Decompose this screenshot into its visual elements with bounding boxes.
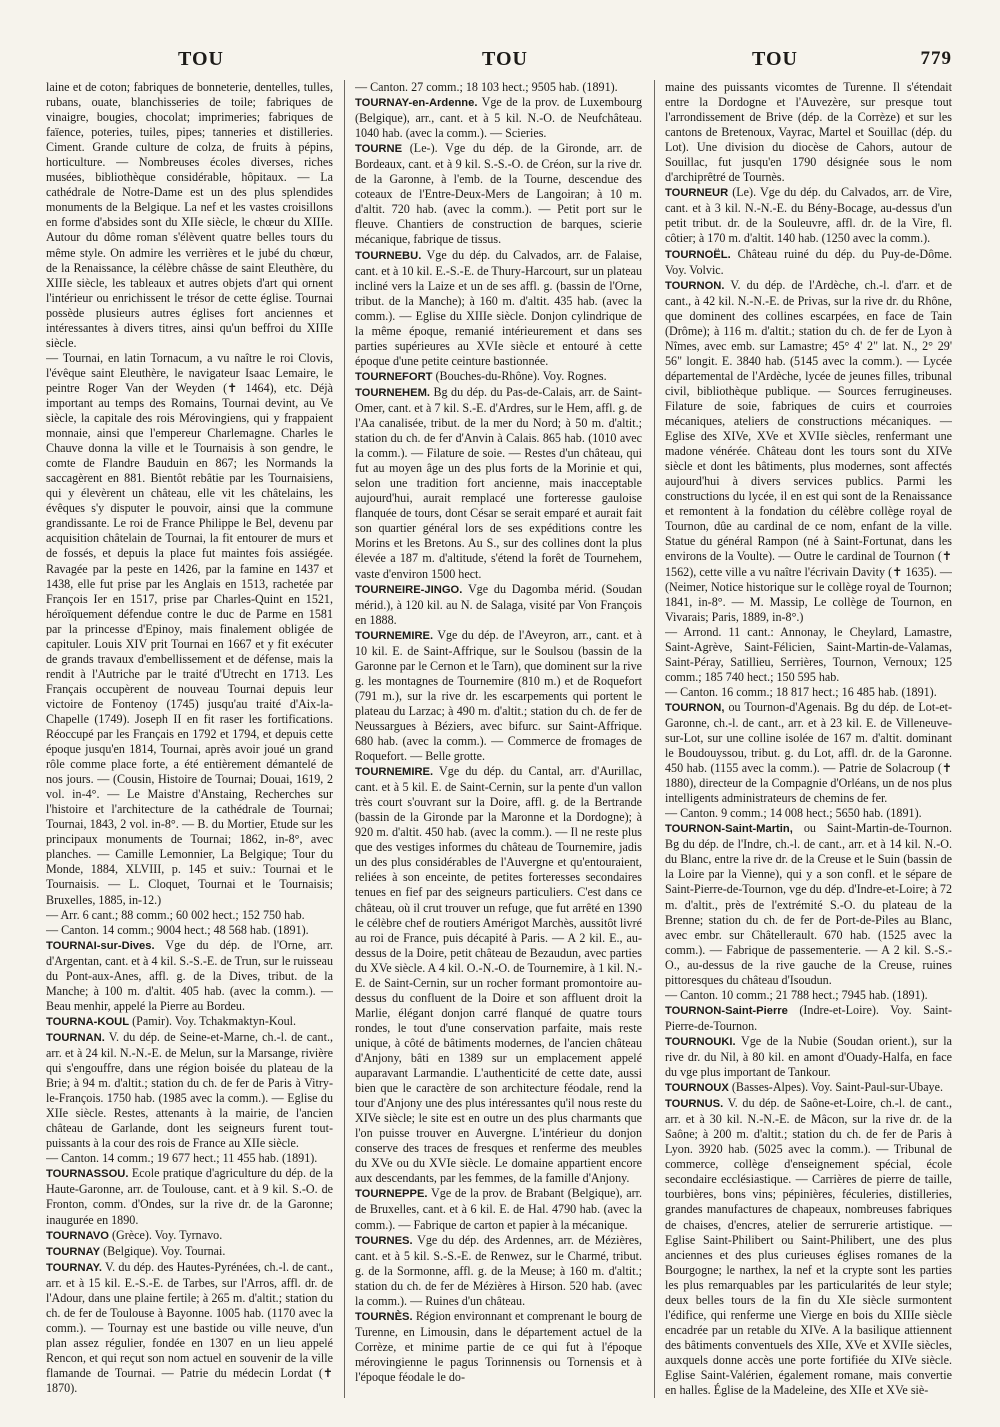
entry-text: laine et de coton; fabriques de bonneterie, dentelles, tulles, rubans, ouate, blanchisseries de toile; fabriques de vinaigre, bougies, chocolat; imprimeries; fabriques de faïence, poteries, tuiles, pipes; tanneries et distilleries. Ciment. Grande culture de colza, de fruits à pépins, horticulture. — Nombreuses écoles diverses, riches musées, bibliothèque considérable, hôpitaux. — La cathédrale de Notre-Dame est un des plus splendides monuments de la Belgique. La nef et les vastes croisillons en forme d'absides sont du XIIe siècle, le chœur du XIIIe. Autour du dôme roman s'élèvent quatre belles tours du même style. On admire les verrières et le jubé du chœur, de la Renaissance, la célèbre châsse de saint Eleuthère, du XIIIe siècle, les tableaux et autres objets d'art qui ornent l'intérieur ou enrichissent le trésor de cette église. Tournai possède plusieurs autres églises fort anciennes et intéressantes à divers titres, ainsi qu'un beffroi du XIIIe siècle. [46,80,333,350]
column-1 [46,80,333,1398]
entry-text: Vge du dép. du Cantal, arr. d'Aurillac, cant. et à 5 kil. E. de Saint-Cernin, sur la pente d'un vallon très court s'ouvrant sur la Doire, affl. g. de la Bertrande (bassin de la Gironde par la Maronne et la Dordogne); à 920 m. d'altit. 450 hab. (avec la comm.). — Il ne reste plus que des vestiges informes du château de Tournemire, jadis un des plus considérables de l'Auvergne et qu'entouraient, reliées à son enceinte, de petites forteresses secondaires tenues en fief par des seigneurs particuliers. C'est dans ce château, où il crut trouver un refuge, que fut arrêté en 1390 le célèbre chef de routiers Amérigot Marchès, aussitôt livré au roi de France, puis décapité à Paris. — A 2 kil. E., au-dessus de la Doire, petit château de Bezaudun, avec parties du XVe siècle. A 4 kil. O.-N.-O. de Tournemire, à 1 kil. N.-E. de Saint-Cernin, sur un rocher formant promontoire au-dessus du confluent de la Doire et son affluent droit la Marlie, élégant donjon carré flanqué de quatre tours rondes, le tout d'une conservation parfaite, mais reste unique, à côté de bâtiments modernes, de l'ancien château d'Anjony, bâti en 1389 sur un emplacement appelé auparavant Larmandie. L'authenticité de cette date, aussi bien que le caractère de son architecture féodale, rend la tour d'Anjony une des plus intéressantes qu'il nous reste du XIVe siècle; le site est en outre un des plus charmants que l'on puisse trouver en Auvergne. L'intérieur du donjon conserve des traces de fresques et renferme des meubles du XVe ou du XVIe siècle. Le domaine appartient encore aux descendants, par les femmes, de la famille d'Anjony. [355,764,642,1186]
dictionary-entry [355,141,642,247]
entry-text: Vge de la Nubie (Soudan orient.), sur la rive dr. du Nil, à 80 kil. en amont d'Ouady-Halfa, en face du vge plus important de Tankour. [665,1033,952,1080]
dictionary-entry [665,806,952,821]
entry-text: maine des puissants vicomtes de Turenne. Il s'étendait entre la Dordogne et l'Auvezère, sur presque tout l'arrondissement de Brive (dép. de la Corrèze) et sur les cantons de Bretenoux, Vayrac, Martel et Souillac (dép. du Lot). Une division du diocèse de Cahors, autour de Souillac, fut jusqu'en 1790 désignée sous le nom d'archiprêtré de Tournès. [665,80,952,185]
dictionary-entry [355,248,642,369]
dictionary-entry [46,1014,333,1030]
entry-text: (Basses-Alpes). Voy. Saint-Paul-sur-Ubaye. [728,1080,943,1095]
dictionary-entry [46,1260,333,1396]
dictionary-entry [665,1096,952,1398]
dictionary-entry [46,1151,333,1166]
dictionary-entry [665,1080,952,1096]
entry-text: — Canton. 14 comm.; 9004 hect.; 48 568 hab. (1891). [46,922,309,937]
dictionary-entry [46,908,333,923]
dictionary-entry [665,625,952,685]
entry-text: Vge du dép. de l'Aveyron, arr., cant. et à 10 kil. E. de Saint-Affrique, sur le Soulsou (bassin de la Garonne par le Cernon et le Tarn), que dominent sur la rive g. les montagnes de Tournemire (810 m.) et de Roquefort (791 m.), sur la rive dr. les escarpements qui portent le plateau du Larzac; à 490 m. d'altit.; station du ch. de fer de Neussargues à Béziers, avec bifurc. sur Saint-Affrique. 680 hab. (avec la comm.). — Commerce de fromages de Roquefort. — Belle grotte. [355,627,642,764]
dictionary-entry [665,278,952,625]
dictionary-entry [355,1233,642,1309]
entry-headword: TOURNON, [665,701,725,714]
entry-text: ou Saint-Martin-de-Tournon. Bg du dép. de l'Indre, ch.-l. de cant., arr. et à 14 kil. N.-O. du Blanc, entre la rive dr. de la Creuse et le Suin (bassin de la Loire par la Vienne), qui y a son confl. et le sépare de Saint-Pierre-de-Tournon, vge du dép. d'Indre-et-Loire; à 72 m. d'altit., près de l'extrémité S.-O. du plateau de la Brenne; station du ch. de fer de Port-de-Piles au Blanc, avec embr. sur Châtellerault. 670 hab. (1525 avec la comm.). — Fabrique de passementerie. — A 2 kil. S.-S.-O., au-dessus de la rive gauche de la Creuse, ruines pittoresques du château d'Isoudun. [665,821,952,987]
entry-headword: TOURNOËL. [665,248,731,261]
entry-text: V. du dép. de l'Ardèche, ch.-l. d'arr. et de cant., à 42 kil. N.-N.-E. de Privas, sur la rive dr. du Rhône, que dominent des collines escarpées, en face de Tain (Drôme); à 116 m. d'altit.; station du ch. de fer de Lyon à Nîmes, avec emb. sur Lamastre; 45° 4' 2" lat. N., 2° 29' 56" longit. E. 3840 hab. (5145 avec la comm.). — Lycée départemental de l'Ardèche, lycée de jeunes filles, tribunal civil, bibliothèque publique. — Sources ferrugineuses. Filature de soie, fabriques de cuirs et courroies mécaniques, ateliers de constructions mécaniques. — Eglise des XIVe, XVe et XVIIe siècles, renfermant une madone vénérée. Château dont les tours sont du XIVe siècle et dont les bâtiments, plus modernes, sont affectés aujourd'hui à divers services publics. Parmi les constructions du lycée, il en est qui sont de la Renaissance et remontent à la fondation du célèbre collège royal de Tournon, dûe au cardinal de ce nom, enfant de la ville. Statue du général Rampon (né à Saint-Fortunat, dans les environs de la Voulte). — Outre le cardinal de Tournon (✝ 1562), cette ville a vu naître l'écrivain Davity (✝ 1635). — (Neimer, Notice historique sur le collège royal de Tournon; 1841, in-8°. — M. Massip, Le collège de Tournon, en Vivarais; Paris, 1889, in-8°.) [665,277,952,624]
dictionary-entry [355,628,642,764]
dictionary-entry [665,700,952,806]
dictionary-entry [355,80,642,95]
dictionary-entry [355,1309,642,1385]
entry-text: — Tournai, en latin Tornacum, a vu naître le roi Clovis, l'évêque saint Eleuthère, le navigateur Isaac Lemaire, le peintre Roger Van der Weyden (✝ 1464), etc. Déjà important au temps des Romains, Tournai devint, au Ve siècle, la capitale des rois Mérovingiens, qui y frappaient monnaie, ainsi que l'empereur Charlemagne. Charles le Chauve donna la ville et le Tournaisis à son gendre, le comte de Flandre Bauduin en 867; les Normands la saccagèrent en 881. Bientôt rebâtie par les Tournaisiens, qui y élevèrent un château, elle vit les châtelains, les évêques s'y disputer le pouvoir, ainsi que la commune grandissante. Le roi de France Philippe le Bel, devenu par acquisition châtelain de Tournai, la fit entourer de murs et de fossés, et depuis la place fut maintes fois assiégée. Ravagée par la peste en 1426, par la famine en 1437 et 1438, elle fut prise par les Anglais en 1513, rachetée par François Ier en 1517, prise par Charles-Quint en 1521, héroïquement défendue contre le duc de Parme en 1581 par la princesse d'Epinoy, mais finalement obligée de capituler. Louis XIV prit Tournai en 1667 et y fit exécuter de grands travaux d'embellissement et de défense, mais la rendit à l'Autriche par le traité d'Utrecht en 1713. Les Français occupèrent de nouveau Tournai depuis leur victoire de Fontenoy (1745) jusqu'au traité d'Aix-la-Chapelle (1749). Joseph II en fit raser les fortifications. Réoccupé par les Français en 1792 et 1794, et depuis cette époque jusqu'en 1814, Tournai, après avoir joué un grand rôle comme place forte, a été entièrement démantelé de nos jours. — (Cousin, Histoire de Tournai; Douai, 1619, 2 vol. in-4°. — Le Maistre d'Anstaing, Recherches sur l'histoire et l'architecture de la cathédrale de Tournai; Tournai, 1843, 2 vol. in-8°. — B. du Mortier, Etude sur les principaux monuments de Tournai; 1862, in-8°, avec planches. — Camille Lemonnier, La Belgique; Tour du Monde, 1884, XLVIII, p. 145 et suiv.: Tournai et le Tournaisis. — L. Cloquet, Tournai et le Tournaisis; Bruxelles, 1885, in-12.) [46,350,333,907]
entry-text: — Canton. 14 comm.; 19 677 hect.; 11 455 hab. (1891). [46,1151,318,1166]
dictionary-entry [665,821,952,988]
dictionary-entry [46,1228,333,1244]
dictionary-entry [665,685,952,700]
entry-headword: TOURNAI-sur-Dives. [46,939,155,952]
entry-text: Vge de la prov. de Luxembourg (Belgique), arr., cant. et à 5 kil. N.-O. de Neufchâteau. 1040 hab. (avec la comm.). — Scieries. [355,95,642,141]
entry-headword: TOURNEMIRE. [355,766,434,779]
entry-headword: TOURNES. [355,1234,413,1247]
entry-text: — Canton. 27 comm.; 18 103 hect.; 9505 hab. (1891). [355,80,618,94]
dictionary-entry [665,80,952,185]
entry-headword: TOURNON. [665,279,725,292]
entry-text: Région environnant et comprenant le bourg de Turenne, en Limousin, dans le département actuel de la Corrèze, et minime partie de ce qui fut à l'époque mérovingienne le pagus Torinnensis ou Tornensis et à l'époque féodale le do- [355,1308,642,1384]
entry-text: Château ruiné du dép. du Puy-de-Dôme. Voy. Volvic. [665,246,952,277]
running-header [46,48,952,74]
entry-headword: TOURNEMIRE. [355,629,434,642]
header-left-guide-word: TOU [178,48,224,70]
entry-headword: TOURNEBU. [355,249,422,262]
entry-text: (Grèce). Voy. Tyrnavo. [108,1227,223,1242]
dictionary-entry [46,80,333,351]
entry-text: Vge du dép. des Ardennes, arr. de Mézières, cant. et à 5 kil. S.-S.-E. de Renwez, sur le Charmé, tribut. g. de la Sormonne, affl. g. de la Meuse; à 160 m. d'altit.; station du ch. de fer de Mézières à Hirson. 520 hab. (avec la comm.). — Ruines d'un château. [355,1232,642,1308]
entry-headword: TOURNEUR [665,187,729,200]
page-number: 779 [920,48,952,69]
entry-text: ou Tournon-d'Agenais. Bg du dép. de Lot-et-Garonne, ch.-l. de cant., arr. et à 23 kil. E. de Villeneuve-sur-Lot, sur une colline isolée de 167 m. d'altit. dominant le Boudouyssou, tribut. g. du Lot, affl. dr. de la Garonne. 450 hab. (1155 avec la comm.). — Patrie de Solacroup (✝ 1880), directeur de la Compagnie d'Orléans, un de nos plus intelligents administrateurs de chemins de fer. [665,699,952,806]
entry-headword: TOURNAY-en-Ardenne. [355,97,478,110]
dictionary-entry [355,95,642,141]
dictionary-entry [665,988,952,1003]
entry-headword: TOURNASSOU. [46,1168,129,1181]
entry-text: Vge du dép. du Calvados, arr. de Falaise, cant. et à 10 kil. E.-S.-E. de Thury-Harcourt, sur un plateau incliné vers la Laize et un de ses affl. g. (bassin de l'Orne, tribut. de la Manche); à 160 m. d'altit. 435 hab. (avec la comm.). — Eglise du XIIIe siècle. Donjon cylindrique de la même époque, remanié intérieurement et dans ses parties supérieures au XVIe siècle et entouré à cette époque d'une petite ceinture bastionnée. [355,247,642,368]
dictionary-entry [46,1166,333,1227]
dictionary-entry [46,1030,333,1151]
entry-headword: TOURNAY [46,1245,101,1258]
entry-text: — Canton. 10 comm.; 21 788 hect.; 7945 hab. (1891). [665,987,928,1002]
entry-text: (Belgique). Voy. Tournai. [100,1243,226,1258]
dictionary-entry [665,1034,952,1080]
column-rule-2 [654,80,655,1398]
entry-text: — Canton. 9 comm.; 14 008 hect.; 5650 hab. (1891). [665,806,922,821]
entry-headword: TOURNOUX [665,1082,729,1095]
dictionary-entry [355,582,642,628]
dictionary-entry [665,1003,952,1034]
dictionary-entry [355,369,642,385]
entry-headword: TOURNEPPE. [355,1188,428,1201]
entry-headword: TOURNE [355,143,403,156]
entry-text: (Le). Vge du dép. du Calvados, arr. de Vire, cant. et à 3 kil. N.-N.-E. du Bény-Bocage, au-dessus d'un petit tribut. dr. de la Souleuvre, affl. dr. de la Vire, fl. côtier; à 170 m. d'altit. 140 hab. (1250 avec la comm.). [665,185,952,246]
entry-text: — Arrond. 11 cant.: Annonay, le Cheylard, Lamastre, Saint-Agrève, Saint-Félicien, Saint-Martin-de-Valamas, Saint-Péray, Satillieu, Serrières, Tournon, Vernoux; 125 comm.; 185 740 hect.; 150 595 hab. [665,624,952,684]
column-3 [665,80,952,1398]
entry-text: (Indre-et-Loire). Voy. Saint-Pierre-de-Tournon. [665,1002,952,1033]
text-columns [46,80,952,1398]
entry-headword: TOURNEIRE-JINGO. [355,583,463,596]
header-right-guide-word: TOU [752,48,798,70]
entry-text: Vge du Dagomba mérid. (Soudan mérid.), à 120 kil. au N. de Salaga, visité par Von François en 1888. [355,581,642,627]
entry-headword: TOURNEFORT [355,370,433,383]
entry-text: (Pamir). Voy. Tchakmaktyn-Koul. [129,1013,297,1028]
entry-headword: TOURNON-Saint-Martin, [665,823,793,836]
column-2 [355,80,642,1398]
entry-text: (Bouches-du-Rhône). Voy. Rognes. [432,368,607,383]
dictionary-entry [355,385,642,582]
entry-headword: TOURNON-Saint-Pierre [665,1004,788,1017]
entry-text: (Le-). Vge du dép. de la Gironde, arr. de Bordeaux, cant. et à 9 kil. S.-S.-O. de Créon, sur la rive dr. de la Garonne, à l'emb. de la Tourne, descendue des coteaux de l'Entre-Deux-Mers de Langoiran; à 10 m. d'altit. 720 hab. (avec la comm.). — Petit port sur le fleuve. Chantiers de construction de barques, scierie mécanique, fabrique de tissus. [355,141,642,247]
dictionary-entry [46,923,333,938]
header-center-guide-word: TOU [482,48,528,70]
entry-text: Vge de la prov. de Brabant (Belgique), arr. de Bruxelles, cant. et à 6 kil. E. de Hal. 4790 hab. (avec la comm.). — Fabrique de carton et papier à la mécanique. [355,1186,642,1232]
entry-headword: TOURNEHEM. [355,386,431,399]
entry-headword: TOURNAY. [46,1261,102,1274]
entry-text: Bg du dép. du Pas-de-Calais, arr. de Saint-Omer, cant. et à 7 kil. S.-E. d'Ardres, sur le Hem, affl. g. de l'Aa canalisée, tribut. de la mer du Nord; à 50 m. d'altit.; station du ch. de fer d'Anvin à Calais. 865 hab. (1010 avec la comm.). — Filature de soie. — Restes d'un château, qui fut au moyen âge un des plus forts de la Morinie et qui, selon une tradition fort ancienne, mais inacceptable aujourd'hui, aurait remplacé une forteresse gauloise flanquée de tours, dont César se serait emparé et aurait fait son quartier général lors de ses expéditions contre les Morins et les Bretons. Au S., sur des collines dont la plus élevée a 187 m. d'altitude, s'étend la forêt de Tournehem, vaste d'environ 1500 hect. [355,384,642,581]
entry-text: Ecole pratique d'agriculture du dép. de la Haute-Garonne, arr. de Toulouse, cant. et à 9 kil. S.-O. de Fronton, comm. d'Ondes, sur la rive dr. de la Garonne; inaugurée en 1890. [46,1166,333,1227]
dictionary-entry [46,938,333,1014]
entry-text: V. du dép. de Seine-et-Marne, ch.-l. de cant., arr. et à 24 kil. N.-N.-E. de Melun, sur la Marsange, rivière qui s'engouffre, dans une région boisée du plateau de la Brie; à 94 m. d'altit.; station du ch. de fer de Paris à Vitry-le-François. 1750 hab. (1985 avec la comm.). — Eglise du XIIe siècle. Restes, attenants à la mairie, de l'ancien château de Garlande, dont les seigneurs furent tout-puissants à la cour des rois de France au XIIe siècle. [46,1029,333,1151]
entry-text: V. du dép. des Hautes-Pyrénées, ch.-l. de cant., arr. et à 15 kil. E.-S.-E. de Tarbes, sur l'Arros, affl. dr. de l'Adour, dans une plaine fertile; à 265 m. d'altit.; station du ch. de fer de Toulouse à Bayonne. 1005 hab. (1170 avec la comm.). — Tournay est une bastide ou ville neuve, d'un plan assez régulier, fondée en 1307 en un lieu appelé Rencon, et qui reçut son nom actuel en souvenir de la ville flamande de Tournai. — Patrie du médecin Lordat (✝ 1870). [46,1259,333,1396]
entry-headword: TOURNA-KOUL [46,1015,130,1028]
entry-text: V. du dép. de Saône-et-Loire, ch.-l. de cant., arr. et à 30 kil. N.-N.-E. de Mâcon, sur la rive dr. de la Saône; à 200 m. d'altit.; station du ch. de fer de Paris à Lyon. 3920 hab. (5025 avec la comm.). — Tribunal de commerce, collège d'enseignement spécial, école secondaire ecclésiastique. — Carrières de pierre de taille, tourbières, bons vins; pépinières, féculeries, distilleries, grandes manufactures de chapeaux, nombreuses fabriques de chaises, d'encres, atelier de serrurerie artistique. — Eglise Saint-Philibert ou Saint-Philibert, une des plus anciennes et des plus curieuses églises romanes de la Bourgogne; le narthex, la nef et la crypte sont les parties les plus remarquables par les particularités de leur style; deux belles tours de la fin du XIe siècle surmontent l'édifice, qui renferme une Vierge en bois du XIIIe siècle encadrée par un retable du XIVe. A la basilique attiennent des bâtiments conventuels des XIIe, XVe et XVIIe siècles, auxquels donne accès une porte fortifiée du XIVe siècle. Eglise Saint-Valérien, également romane, mais convertie en halles. Église de la Madeleine, des XIIe et XVe siè- [665,1096,952,1398]
entry-headword: TOURNUS. [665,1098,724,1111]
dictionary-entry [46,1244,333,1260]
dictionary-entry [355,1186,642,1232]
entry-headword: TOURNÈS. [355,1310,413,1323]
entry-text: — Arr. 6 cant.; 88 comm.; 60 002 hect.; 152 750 hab. [46,907,305,922]
entry-headword: TOURNAVO [46,1229,109,1242]
entry-headword: TOURNOUKI. [665,1035,736,1048]
dictionary-entry [46,351,333,908]
entry-text: — Canton. 16 comm.; 18 817 hect.; 16 485 hab. (1891). [665,684,937,699]
column-rule-1 [344,80,345,1398]
entry-headword: TOURNAN. [46,1031,105,1044]
entry-text: Vge du dép. de l'Orne, arr. d'Argentan, cant. et à 4 kil. S.-S.-E. de Trun, sur le ruisseau du Pont-aux-Anes, affl. g. de la Dives, tribut. de la Manche; à 100 m. d'altit. 405 hab. (avec la comm.). — Beau menhir, appelé la Pierre au Bordeu. [46,937,333,1013]
dictionary-entry [665,247,952,278]
dictionary-entry [665,185,952,246]
dictionary-entry [355,764,642,1186]
